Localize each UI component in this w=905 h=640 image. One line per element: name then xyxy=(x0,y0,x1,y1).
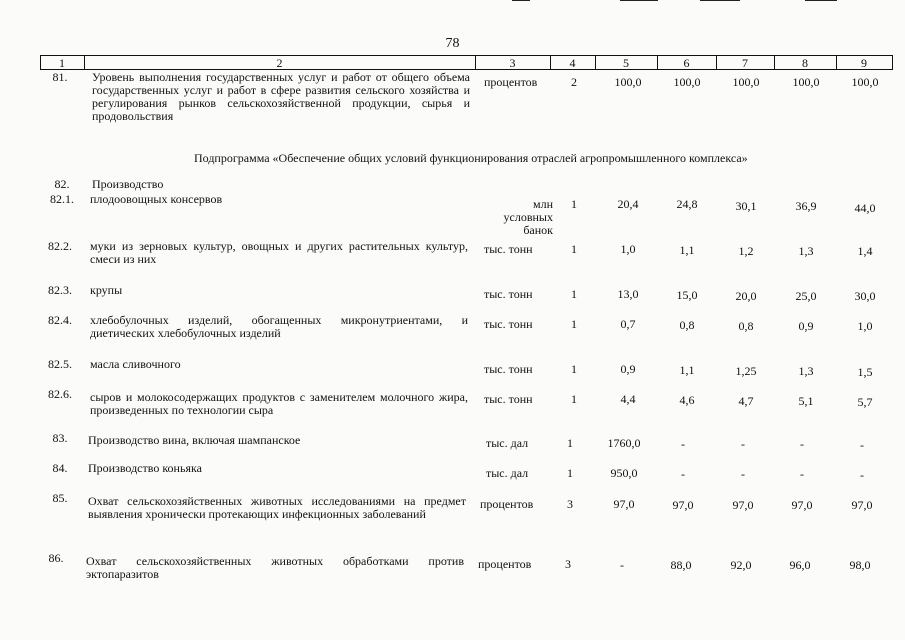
row-value: 100,0 xyxy=(614,75,642,89)
row-value: 1 xyxy=(571,242,577,256)
row-value: 1,1 xyxy=(679,243,695,257)
row-unit: тыс. тонн xyxy=(484,287,533,301)
row-value: 1,5 xyxy=(857,365,873,379)
row-unit: тыс. дал xyxy=(486,436,529,450)
column-header: 3 xyxy=(509,56,516,70)
row-number: 83. xyxy=(52,431,68,445)
row-value: 24,8 xyxy=(676,197,698,211)
row-value: 4,6 xyxy=(679,393,695,407)
row-unit: тыс. тонн xyxy=(484,242,533,256)
row-number: 82.3. xyxy=(48,283,72,297)
subprogram-title: Подпрограмма «Обеспечение общих условий функционирования отраслей агропромышленного комплекса» xyxy=(194,151,748,165)
row-value: 98,0 xyxy=(849,558,871,572)
row-value: 1 xyxy=(571,287,577,301)
row-value: 5,7 xyxy=(857,395,873,409)
row-value: 1 xyxy=(571,317,577,331)
scan-mark xyxy=(620,0,658,1)
row-number: 82.1. xyxy=(50,192,74,206)
row-value: 1 xyxy=(571,362,577,376)
row-value: - xyxy=(741,467,745,481)
row-unit: процентов xyxy=(478,557,532,571)
row-value: 0,9 xyxy=(620,362,636,376)
column-header: 4 xyxy=(569,56,576,70)
row-value: 20,0 xyxy=(735,289,757,303)
row-number: 86. xyxy=(48,551,64,565)
column-header: 8 xyxy=(802,56,808,70)
row-value: - xyxy=(800,467,804,481)
row-value: 1,25 xyxy=(735,364,757,378)
row-value: 13,0 xyxy=(617,287,639,301)
row-number: 82.5. xyxy=(48,357,72,371)
row-value: 1,3 xyxy=(798,244,814,258)
row-value: 97,0 xyxy=(851,498,873,512)
row-unit: тыс. тонн xyxy=(484,362,533,376)
row-value: 0,9 xyxy=(798,319,814,333)
row-value: 25,0 xyxy=(795,289,817,303)
row-value: 100,0 xyxy=(851,75,879,89)
row-value: 1,2 xyxy=(738,244,754,258)
row-number: 82.6. xyxy=(48,387,72,401)
row-value: 950,0 xyxy=(610,466,638,480)
row-value: 96,0 xyxy=(789,558,811,572)
row-number: 82. xyxy=(54,177,70,191)
column-header: 5 xyxy=(623,56,629,70)
row-value: 1,1 xyxy=(679,363,695,377)
row-value: 97,0 xyxy=(732,498,754,512)
row-value: 1 xyxy=(567,436,573,450)
row-name: сыров и молокосодержащих продуктов с заменителем молочного жира, произведенных по технологии сыра xyxy=(90,390,468,417)
row-value: - xyxy=(620,558,624,572)
row-value: 0,8 xyxy=(679,318,695,332)
row-number: 81. xyxy=(52,70,68,84)
row-value: 88,0 xyxy=(670,558,692,572)
row-value: - xyxy=(741,437,745,451)
row-unit: тыс. дал xyxy=(486,466,529,480)
row-value: 1,0 xyxy=(620,242,636,256)
row-value: 100,0 xyxy=(673,75,701,89)
row-value: 0,7 xyxy=(620,317,636,331)
row-value: 36,9 xyxy=(795,199,817,213)
row-name: муки из зерновых культур, овощных и других растительных культур, смеси из них xyxy=(90,239,468,266)
column-header: 2 xyxy=(276,56,283,70)
row-name: Уровень выполнения государственных услуг и работ от общего объема государственных услуг и работ в сфере развития сельского хозяйства и регулирования рынков сельскохозяйственной продукции, сырья и продовольствия xyxy=(92,70,470,123)
row-unit: млн условных банок xyxy=(503,197,553,237)
header-top-rule xyxy=(40,55,893,56)
row-value: 97,0 xyxy=(613,497,635,511)
row-value: - xyxy=(860,468,864,482)
header-divider xyxy=(892,55,893,70)
row-value: 5,1 xyxy=(798,394,814,408)
row-value: - xyxy=(860,438,864,452)
row-value: 97,0 xyxy=(672,498,694,512)
scan-mark xyxy=(512,0,530,1)
row-name: Производство xyxy=(92,177,164,191)
row-name: хлебобулочных изделий, обогащенных микронутриентами, и диетических хлебобулочных изделий xyxy=(90,313,468,340)
row-number: 84. xyxy=(52,461,68,475)
row-unit: тыс. тонн xyxy=(484,317,533,331)
row-number: 82.2. xyxy=(48,239,72,253)
row-name: масла сливочного xyxy=(90,357,181,371)
row-unit: процентов xyxy=(484,75,538,89)
row-value: 1,0 xyxy=(857,319,873,333)
row-value: 1 xyxy=(571,392,577,406)
page-number: 78 xyxy=(445,36,460,51)
column-header: 9 xyxy=(861,56,867,70)
row-value: 0,8 xyxy=(738,319,754,333)
row-value: - xyxy=(681,467,685,481)
scan-mark xyxy=(805,0,837,1)
row-value: 100,0 xyxy=(792,75,820,89)
row-value: 100,0 xyxy=(732,75,760,89)
row-value: 30,0 xyxy=(854,289,876,303)
row-unit: тыс. тонн xyxy=(484,392,533,406)
scan-mark xyxy=(700,0,740,1)
column-header: 1 xyxy=(59,56,65,70)
row-value: 1760,0 xyxy=(607,436,641,450)
row-value: 1,4 xyxy=(857,244,873,258)
row-value: 92,0 xyxy=(730,558,752,572)
row-value: 3 xyxy=(565,557,571,571)
row-value: 1 xyxy=(567,466,573,480)
column-header: 7 xyxy=(742,56,748,70)
row-name: Охват сельскохозяйственных животных обработками против эктопаразитов xyxy=(86,554,464,581)
row-value: - xyxy=(800,437,804,451)
row-value: 2 xyxy=(571,75,577,89)
row-unit: процентов xyxy=(480,497,534,511)
row-value: 4,4 xyxy=(620,392,636,406)
row-name: Производство коньяка xyxy=(88,461,202,475)
row-number: 82.4. xyxy=(48,313,72,327)
row-value: 97,0 xyxy=(791,498,813,512)
row-name: крупы xyxy=(90,283,123,297)
row-value: 30,1 xyxy=(735,199,757,213)
row-value: 44,0 xyxy=(854,201,876,215)
row-name: Охват сельскохозяйственных животных исследованиями на предмет выявления хронически протекающих инфекционных заболеваний xyxy=(88,494,466,521)
row-value: 3 xyxy=(567,497,573,511)
row-value: 1,3 xyxy=(798,364,814,378)
row-name: плодоовощных консервов xyxy=(90,192,223,206)
row-name: Производство вина, включая шампанское xyxy=(88,433,301,447)
column-header: 6 xyxy=(683,56,690,70)
row-value: - xyxy=(681,437,685,451)
row-value: 15,0 xyxy=(676,288,698,302)
row-value: 4,7 xyxy=(738,394,754,408)
row-number: 85. xyxy=(52,491,68,505)
row-value: 1 xyxy=(571,197,577,211)
row-value: 20,4 xyxy=(617,197,639,211)
